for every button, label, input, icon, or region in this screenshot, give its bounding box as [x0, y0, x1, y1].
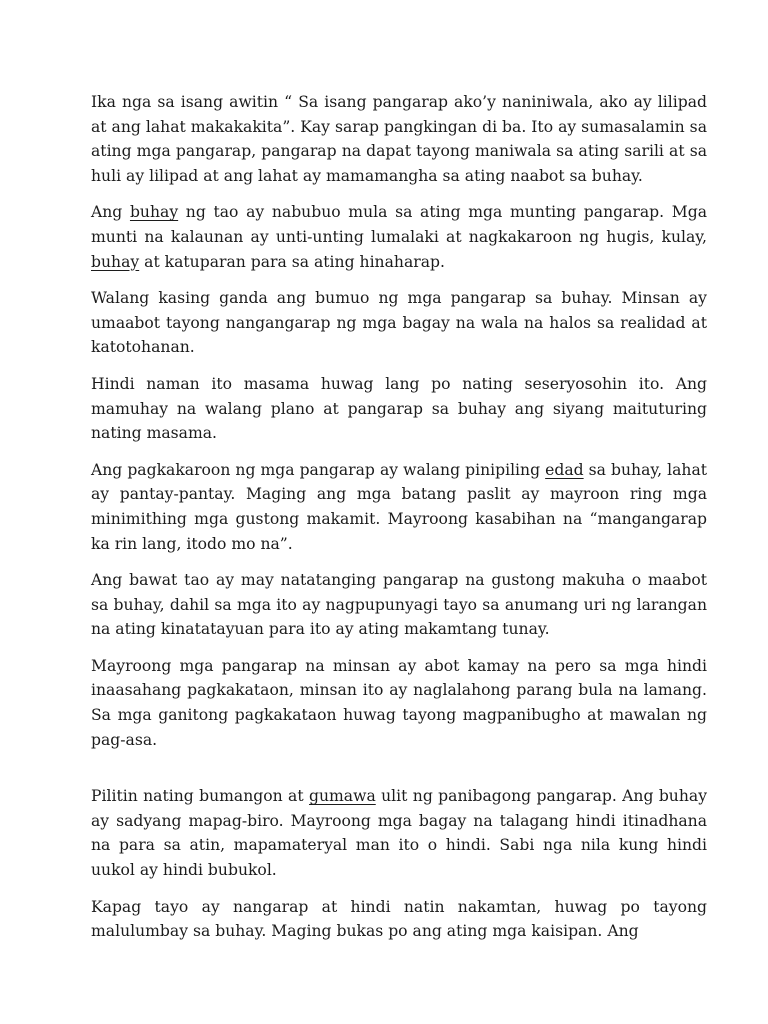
paragraph-3 [91, 286, 707, 360]
document-body [91, 90, 707, 956]
underlined-word: gumawa [308, 787, 376, 806]
text-run: Walang kasing ganda ang bumuo ng mga pangarap sa buhay. Minsan ay umaabot tayong nangangarap ng mga bagay na wala na halos sa realidad at katotohanan. [91, 289, 707, 357]
underlined-word: buhay [91, 252, 140, 271]
text-run: at katuparan para sa ating hinaharap. [139, 252, 445, 271]
paragraph-4 [91, 372, 707, 446]
paragraph-9 [91, 895, 707, 944]
underlined-word: edad [545, 460, 584, 479]
paragraph-6 [91, 568, 707, 642]
text-run: Ang [91, 203, 130, 222]
text-run: Kapag tayo ay nangarap at hindi natin nakamtan, huwag po tayong malulumbay sa buhay. Maging bukas po ang ating mga kaisipan. Ang [91, 897, 707, 941]
paragraph-1 [91, 90, 707, 188]
text-run: Hindi naman ito masama huwag lang po nating seseryosohin ito. Ang mamuhay na walang plano at pangarap sa buhay ang siyang maituturing nating masama. [91, 374, 707, 443]
text-run: sa buhay, lahat ay pantay-pantay. Maging ang mga batang paslit ay mayroon ring mga minimithing mga gustong makamit. Mayroong kasabihan na “mangangarap ka rin lang, itodo mo na”. [91, 460, 708, 553]
paragraph-7 [91, 654, 707, 752]
underlined-word: buhay [129, 203, 179, 222]
text-run: Ang bawat tao ay may natatanging pangarap na gustong makuha o maabot sa buhay, dahil sa mga ito ay nagpupunyagi tayo sa anumang uri ng larangan na ating kinatatayuan para ito ay ating makamtang tunay. [91, 571, 707, 639]
paragraph-2 [91, 200, 707, 274]
text-run: ng tao ay nabubuo mula sa ating mga munting pangarap. Mga munti na kalaunan ay unti-unting lumalaki at nagkakaroon ng hugis, kulay, [91, 203, 707, 246]
paragraph-5 [91, 458, 707, 556]
paragraph-8 [91, 784, 707, 882]
text-run: Mayroong mga pangarap na minsan ay abot kamay na pero sa mga hindi inaasahang pagkakataon, minsan ito ay naglalahong parang bula na lamang. Sa mga ganitong pagkakataon huwag tayong magpanibugho at mawalan ng pag-asa. [91, 656, 707, 749]
text-run: Pilitin nating bumangon at [91, 787, 309, 806]
text-run: Ang pagkakaroon ng mga pangarap ay walang pinipiling [91, 460, 546, 479]
text-run: Ika nga sa isang awitin “ Sa isang pangarap ako’y naniniwala, ako ay lilipad at ang lahat makakakita”. Kay sarap pangkingan di ba. Ito ay sumasalamin sa ating mga pangarap, pangarap na dapat tayong maniwala sa ating sarili at sa huli ay lilipad at ang lahat ay mamamangha sa ating naabot sa buhay. [91, 93, 707, 185]
text-run: ulit ng panibagong pangarap. Ang buhay ay sadyang mapag-biro. Mayroong mga bagay na talagang hindi itinadhana na para sa atin, mapamateryal man ito o hindi. Sabi nga nila kung hindi uukol ay hindi bubukol. [91, 787, 708, 880]
